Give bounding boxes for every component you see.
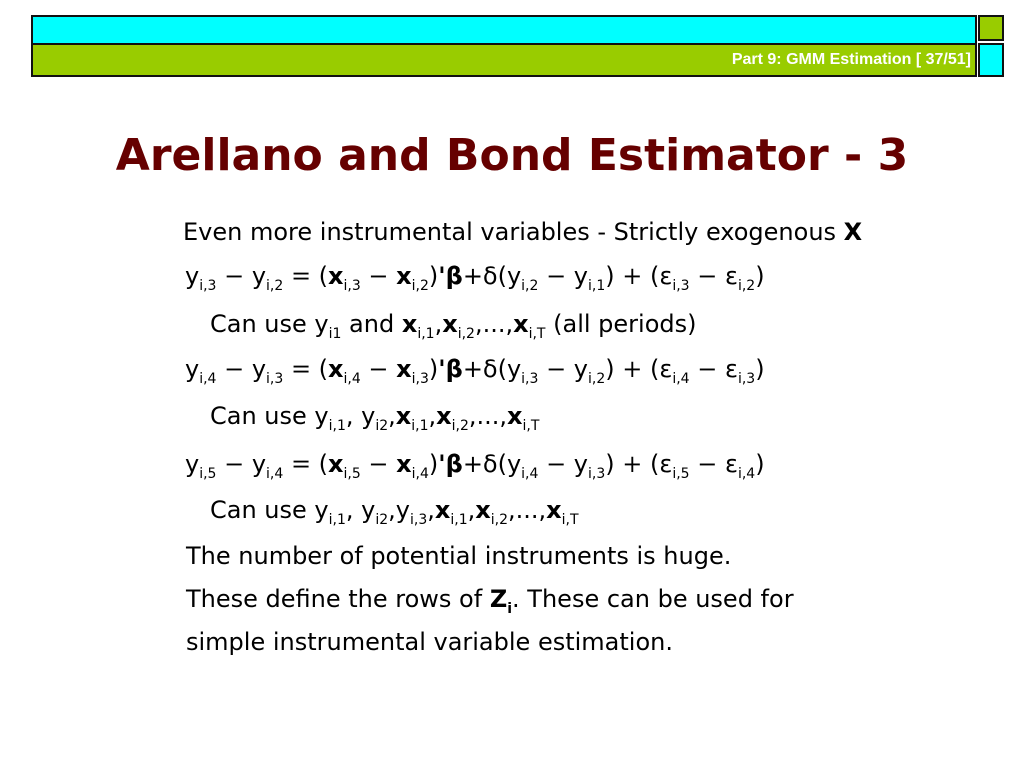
closing-text: . These can be used for — [512, 585, 794, 613]
can-use-text: Can use y — [210, 496, 329, 524]
eq-term: y — [251, 262, 267, 290]
eq-sub: i,3 — [411, 371, 429, 387]
equation-3: $y_{i,5} - y_{i,4} = (x_{i,5} - x_{i,4})'\beta+\delta(y_{i,4} - y_{i,3}) + (\varepsilon_{i,5} - \varepsilon_{i,4})$ — [185, 450, 765, 482]
intro-line — [183, 218, 862, 246]
eq-term: y — [185, 450, 200, 478]
eq-sub: i,4 — [266, 466, 284, 482]
slide-caption: Part 9: GMM Estimation [ 37/51] — [731, 51, 971, 68]
can-use-sub: i,T — [528, 326, 546, 342]
eq-sub: i,3 — [737, 371, 756, 387]
slide-title: Arellano and Bond Estimator - 3 — [115, 130, 909, 181]
closing-line-2 — [186, 585, 794, 617]
eq-sub: i,4 — [199, 371, 217, 387]
eq-term: y — [185, 262, 200, 290]
eq-sub: i,3 — [199, 278, 217, 294]
eq-sub: i,4 — [737, 466, 756, 482]
can-use-sub: i,T — [522, 418, 540, 434]
eq-sub: i,2 — [411, 278, 429, 294]
can-use-sub: i,1 — [411, 418, 429, 434]
can-use-sub: i,1 — [328, 418, 346, 434]
closing-line-3: simple instrumental variable estimation. — [186, 628, 673, 656]
can-use-sub: i,1 — [328, 512, 346, 528]
eq-sub: i,4 — [343, 371, 361, 387]
eq-sub: i,4 — [672, 371, 690, 387]
eq-term: y — [251, 355, 267, 383]
can-use-text: , y — [345, 496, 376, 524]
can-use-2: Can use $y_{i,1}$, $y_{i2},x_{i,1},x_{i,2},...,x_{i,T}$ — [210, 402, 540, 434]
can-use-sub: i,3 — [409, 512, 428, 528]
equation-2: $y_{i,4} - y_{i,3} = (x_{i,4} - x_{i,3})'\beta+\delta(y_{i,3} - y_{i,2}) + (\varepsilon_{i,4} - \varepsilon_{i,3})$ — [185, 355, 765, 387]
can-use-sub: i,1 — [450, 512, 468, 528]
eq-sub: i,3 — [672, 278, 690, 294]
can-use-sub: i,2 — [490, 512, 508, 528]
can-use-sub: i,2 — [457, 326, 475, 342]
intro-symbol: X — [843, 218, 863, 246]
eq-term: y — [185, 355, 200, 383]
can-use-text: Can use y — [210, 402, 329, 430]
can-use-text: ,y — [388, 496, 410, 524]
can-use-sub: i,2 — [451, 418, 469, 434]
can-use-text: , y — [345, 402, 376, 430]
eq-sub: i,1 — [588, 278, 606, 294]
closing-symbol-sub: i — [507, 601, 513, 617]
eq-sub: i,5 — [199, 466, 217, 482]
can-use-3: Can use $y_{i,1}$, $y_{i2},y_{i,3},x_{i,1},x_{i,2},...,x_{i,T}$ — [210, 496, 579, 528]
eq-term: y — [251, 450, 267, 478]
can-use-sub: i2 — [375, 418, 389, 434]
can-use-text: (all periods) — [545, 310, 697, 338]
intro-text: Even more instrumental variables - Strictly exogenous — [183, 218, 844, 246]
closing-text: These define the rows of — [186, 585, 490, 613]
eq-sub: i,2 — [266, 278, 284, 294]
eq-sub: i,3 — [343, 278, 361, 294]
closing-line-1: The number of potential instruments is huge. — [186, 542, 732, 570]
can-use-1: Can use $y_{i1}$ and $x_{i,1},x_{i,2},...,x_{i,T}$ (all periods) — [210, 310, 697, 342]
can-use-sub: i1 — [328, 326, 342, 342]
closing-symbol: Z — [489, 585, 508, 613]
eq-sub: i,4 — [521, 466, 539, 482]
eq-sub: i,2 — [521, 278, 539, 294]
eq-sub: i,2 — [588, 371, 606, 387]
eq-sub: i,4 — [411, 466, 429, 482]
eq-sub: i,5 — [672, 466, 690, 482]
eq-sub: i,3 — [521, 371, 539, 387]
eq-sub: i,2 — [737, 278, 756, 294]
can-use-sub: i2 — [375, 512, 389, 528]
eq-sub: i,5 — [343, 466, 361, 482]
can-use-sub: i,T — [561, 512, 579, 528]
can-use-text: Can use y — [210, 310, 329, 338]
equation-1: $y_{i,3} - y_{i,2} = (x_{i,3} - x_{i,2})'\beta+\delta(y_{i,2} - y_{i,1}) + (\varepsilon_{i,3} - \varepsilon_{i,2})$ — [185, 262, 765, 294]
can-use-sub: i,1 — [417, 326, 435, 342]
can-use-text: and — [341, 310, 402, 338]
eq-sub: i,3 — [266, 371, 284, 387]
eq-sub: i,3 — [588, 466, 606, 482]
